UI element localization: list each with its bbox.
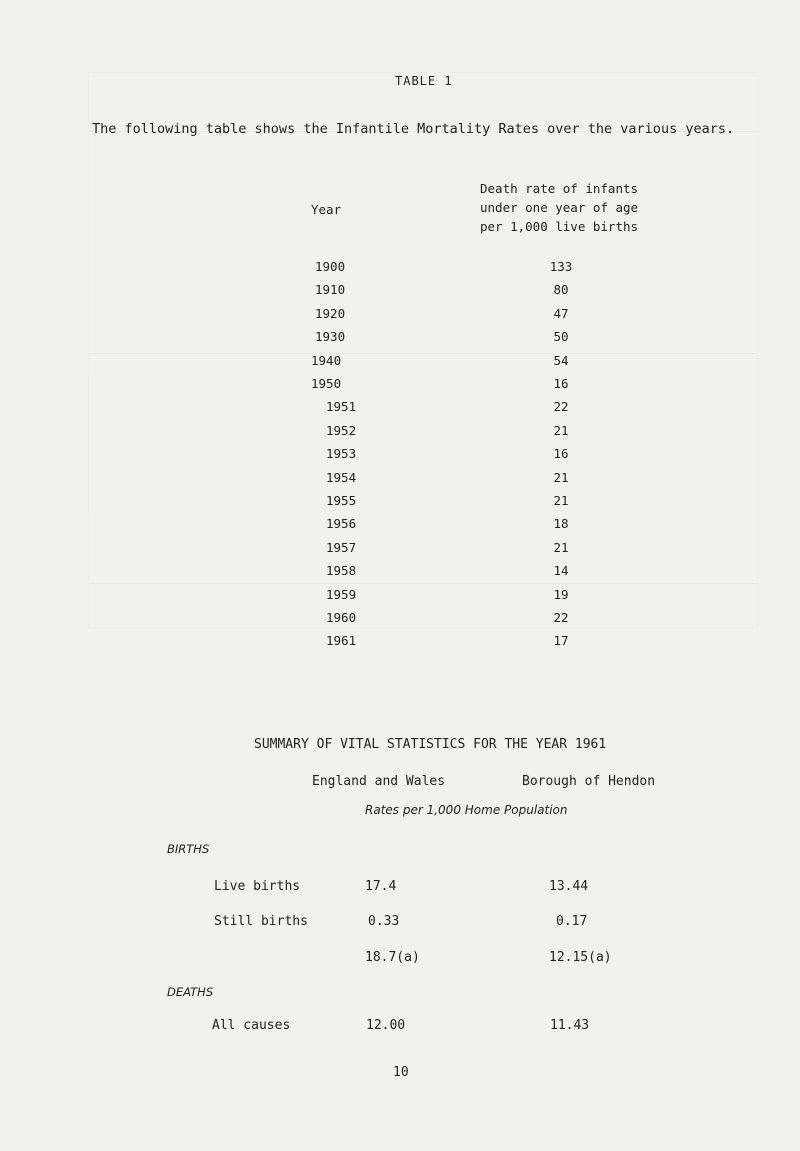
rate-cell: 21 [553, 469, 569, 485]
rate-cell: 54 [553, 352, 569, 368]
rate-column-header [480, 179, 638, 236]
extra-hendon-value: 12.15(a) [549, 950, 612, 965]
year-cell: 1959 [326, 586, 357, 602]
year-cell: 1958 [326, 563, 357, 579]
rate-cell: 17 [553, 633, 569, 649]
year-cell: 1950 [311, 376, 342, 391]
rate-cell: 80 [553, 282, 569, 298]
year-cell: 1955 [326, 493, 357, 508]
extra-ew-value: 18.7(a) [365, 950, 420, 965]
still-births-ew-value: 0.33 [368, 914, 400, 929]
year-cell: 1956 [326, 516, 357, 532]
year-cell: 1910 [315, 282, 346, 298]
all-causes-ew-value: 12.00 [366, 1018, 406, 1033]
deaths-section-label: DEATHS [167, 985, 214, 999]
year-cell: 1940 [311, 352, 342, 368]
rate-cell: 19 [553, 586, 569, 602]
hendon-header: Borough of Hendon [522, 774, 656, 789]
year-cell: 1920 [315, 305, 346, 321]
year-cell: 1961 [326, 633, 357, 649]
rate-cell: 47 [553, 305, 569, 321]
live-births-hendon-value: 13.44 [549, 879, 589, 894]
rate-header-line-1: Death rate of infants [480, 181, 639, 196]
rate-cell: 22 [553, 610, 569, 625]
year-cell: 1951 [326, 399, 357, 415]
intro-paragraph: The following table shows the Infantile Mortality Rates over the various years. [92, 121, 735, 137]
all-causes-label: All causes [212, 1018, 291, 1033]
live-births-ew-value: 17.4 [365, 879, 397, 894]
year-cell: 1954 [326, 469, 357, 485]
year-cell: 1930 [315, 329, 346, 345]
year-column-header: Year [311, 202, 342, 217]
rate-cell: 18 [553, 516, 569, 532]
rate-cell: 21 [553, 539, 569, 555]
rate-cell: 21 [553, 422, 569, 438]
rate-cell: 50 [553, 329, 569, 345]
live-births-label: Live births [214, 879, 301, 894]
rate-cell: 16 [553, 376, 569, 391]
rate-header-line-3: per 1,000 live births [480, 219, 639, 234]
year-cell: 1953 [326, 446, 357, 462]
rate-cell: 22 [553, 399, 569, 415]
rate-cell: 16 [553, 446, 569, 462]
all-causes-hendon-value: 11.43 [550, 1018, 590, 1033]
rate-cell: 133 [549, 259, 573, 274]
still-births-hendon-value: 0.17 [556, 914, 588, 929]
year-cell: 1960 [326, 610, 357, 625]
rate-header-line-2: under one year of age [480, 200, 639, 215]
summary-title: SUMMARY OF VITAL STATISTICS FOR THE YEAR 1961 [254, 737, 607, 752]
rate-cell: 21 [553, 493, 569, 508]
births-section-label: BIRTHS [167, 842, 210, 856]
table-title: TABLE 1 [395, 74, 453, 88]
rates-subheader: Rates per 1,000 Home Population [365, 803, 568, 817]
year-cell: 1957 [326, 539, 357, 555]
rate-cell: 14 [553, 563, 569, 579]
reverse-side-bleed [88, 72, 758, 628]
year-cell: 1952 [326, 422, 357, 438]
still-births-label: Still births [214, 914, 308, 929]
page-number: 10 [393, 1065, 409, 1080]
england-wales-header: England and Wales [312, 774, 446, 789]
year-cell: 1900 [315, 259, 346, 274]
